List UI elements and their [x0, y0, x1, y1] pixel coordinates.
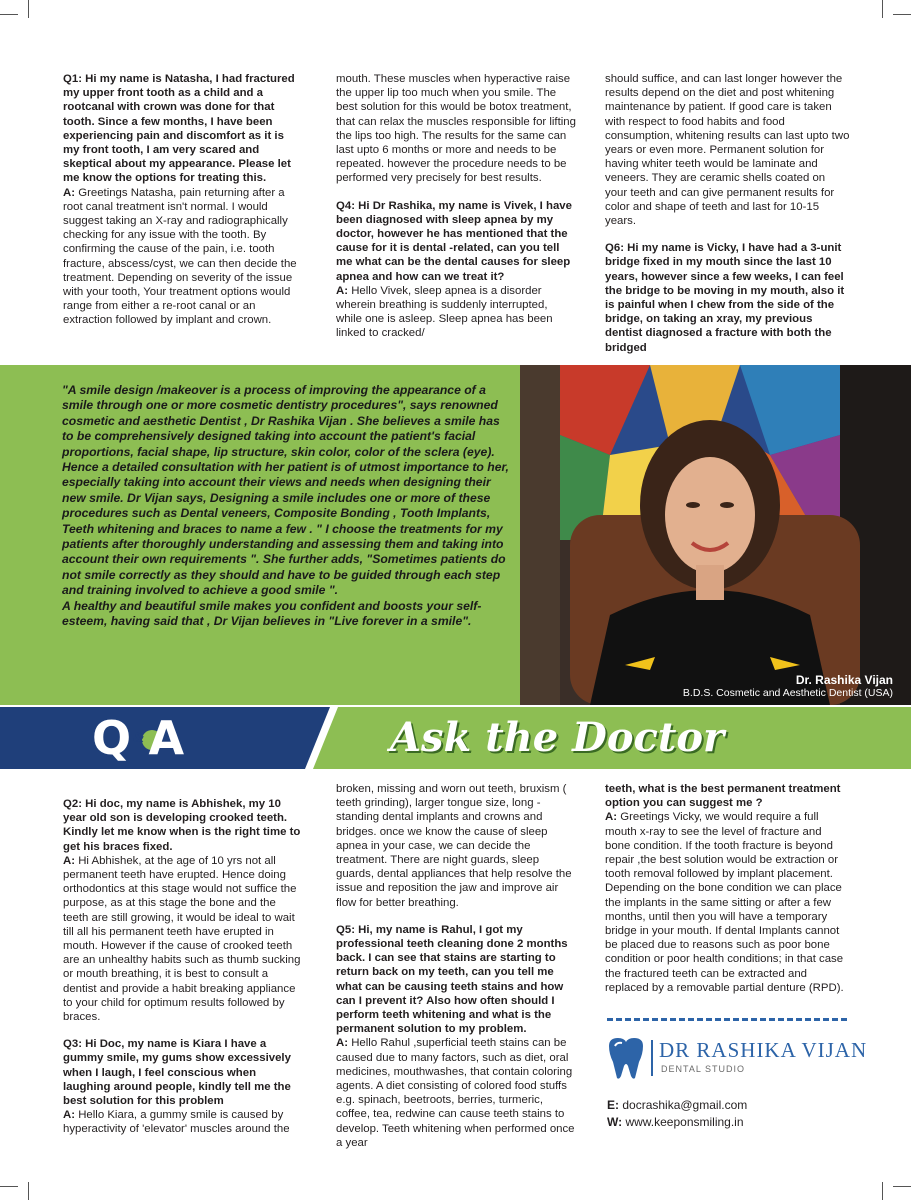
ask-the-doctor-title: Ask the Doctor: [390, 714, 725, 761]
answer-label: A:: [336, 284, 349, 297]
photo-caption-title: B.D.S. Cosmetic and Aesthetic Dentist (USA): [682, 687, 893, 699]
q5-continuation: should suffice, and can last longer however the results depend on the diet and post whitening maintenance by patient. If good care is taken with respect to food habits and food consumption, whitening results can last upto two years or even more. Permanent solution for having whiter teeth would be laminate and veneers. They are ceramic shells coated on your teeth and can give permanent results for color and shape of teeth and last for 10-15 years.: [605, 73, 850, 228]
quote-paragraph-2: A healthy and beautiful smile makes you confident and boosts your self-esteem, having said that , Dr Vijan believes in "Live forever in a smile".: [62, 598, 482, 629]
answer-label: A:: [63, 186, 76, 199]
doctor-photo: [520, 365, 911, 705]
question-4: [336, 199, 576, 341]
q3-continuation: mouth. These muscles when hyperactive raise the upper lip too much when you smile. The best solution for this would be botox treatment, that can relax the muscles responsible for lifting the lips too high. The results for the same can last upto 6 months or more and needs to be repeated. however the procedure needs to be performed very precisely for best results.: [336, 73, 576, 185]
crop-mark: [28, 1182, 29, 1200]
q5-text: Q5: Hi, my name is Rahul, I got my professional teeth cleaning done 2 months back. I can see that stains are starting to return back on my teeth, can you tell me what can be causing teeth stains and how can I prevent it? Also how often should I perform teeth whitening and what is the permanent solution to my problem.: [336, 923, 568, 1036]
question-3: [63, 1037, 303, 1136]
a4-continuation: broken, missing and worn out teeth, bruxism ( teeth grinding), larger tongue size, long - standing dental implants and crowns and bridges. once we know the cause of sleep apnea in your case, we can decide the treatment. There are night guards, sleep guards, dental appliances that help resolve the issue and reposition the jaw and improve air flow for better breathing.: [336, 783, 572, 909]
answer-label: A:: [605, 811, 618, 824]
crop-mark: [893, 1186, 911, 1187]
quote-paragraph: "A smile design /makeover is a process of improving the appearance of a smile through one or more cosmetic dentistry procedures", says renowned cosmetic and aesthetic Dentist , Dr Rashika Vijan . She believes a smile has to be comprehensively designed taking into account the patient's facial proportions, facial shape, lip structure, skin color, color of the sclera (eye). Hence a detailed consultation with her patient is of utmost importance to her, especially taking into account their views and needs when designing their new smile. Dr Vijan says, Designing a smile includes one or more of these procedures such as Dental veneers, Composite Bonding , Tooth Implants, Teeth whitening and braces to name a few . " I choose the treatments for my patients after thoroughly understanding and assessing them and taking into account their own requirements ". She further adds, "Sometimes patients do not smile correctly as they should and have to be guided through each step and training involved to achieve a good smile ".: [62, 383, 509, 598]
feature-quote: [62, 383, 512, 630]
qa-a: A: [148, 711, 183, 765]
website-link[interactable]: www.keeponsmiling.in: [625, 1115, 744, 1129]
q4-text: Q4: Hi Dr Rashika, my name is Vivek, I have been diagnosed with sleep apnea by my doctor, however he has mentioned that the cause for it is dental -related, can you tell me what can be the dental causes for sleep apnea and how can we treat it?: [336, 199, 572, 283]
question-6-continued: [605, 782, 850, 995]
q6-continuation: teeth, what is the best permanent treatment option you can suggest me ?: [605, 783, 841, 810]
feature-band: [0, 365, 911, 705]
divider-dashes: [607, 1018, 847, 1021]
crop-mark: [0, 14, 18, 15]
contact-info: [607, 1097, 747, 1131]
email-address[interactable]: docrashika@gmail.com: [622, 1098, 748, 1112]
tooth-icon: [605, 1036, 647, 1081]
bottom-column-2: [336, 782, 576, 1163]
answer-label: A:: [63, 854, 76, 867]
crop-mark: [882, 1182, 883, 1200]
top-column-2: [336, 72, 576, 354]
web-line: [607, 1114, 747, 1131]
logo-subtitle: DENTAL STUDIO: [661, 1064, 746, 1074]
crop-mark: [28, 0, 29, 18]
a6-text: Greetings Vicky, we would require a full mouth x-ray to see the level of fracture and bone condition. If the tooth fracture is beyond repair ,the best solution would be extraction or tooth removal followed by implant placement. Depending on the bone condition we can place the implants in the same sitting or after a few months, until then you will have a temporary bridge in your mouth. If dental Implants cannot be placed due to reasons such as poor bone condition or poor health conditions; in that case the fractured teeth can be extracted and replaced by a removable partial denture (RPD).: [605, 811, 844, 994]
photo-caption-name: Dr. Rashika Vijan: [795, 673, 893, 687]
q6-text: Q6: Hi my name is Vicky, I have had a 3-unit bridge fixed in my mouth since the last 10 years, however since a few weeks, I can feel the bridge to be moving in my mouth, also it is painful when I chew from the side of the bridge, on taking an xray, my previous dentist diagnosed a fracture with both the bridged: [605, 242, 845, 354]
question-5: [336, 923, 576, 1150]
q2-text: Q2: Hi doc, my name is Abhishek, my 10 year old son is developing crooked teeth. Kindly let me know when is the right time to get his braces fixed.: [63, 798, 301, 853]
a4-text: Hello Vivek, sleep apnea is a disorder wherein breathing is suddenly interrupted, while one is asleep. Sleep apnea has been linked to cracked/: [336, 284, 553, 340]
email-line: [607, 1097, 747, 1114]
a1-text: Greetings Natasha, pain returning after a root canal treatment isn't normal. I would suggest taking an X-ray and radiographically checking for any issue with the tooth. By confirming the cause of the pain, i.e. tooth fracture, abscess/cyst, we can then decide the treatment. Depending on severity of the issue with your tooth, Your treatment options would range from either a re-root canal or an extraction followed by implant and crown.: [63, 186, 297, 327]
clinic-logo: [605, 1036, 868, 1081]
a5-text: Hello Rahul ,superficial teeth stains can be caused due to many factors, such as diet, oral medicines, mouthwashes, that contain coloring agents. A diet consisting of colored food stuffs e.g. spinach, beetroots, berries, turmeric, coffee, tea, redwine can cause teeth stains to develop. Teeth whitening when performed once a year: [336, 1037, 575, 1149]
logo-name: DR RASHIKA VIJAN: [659, 1038, 868, 1062]
top-column-3: [605, 72, 850, 368]
bottom-column-3: [605, 782, 850, 1008]
qa-logo: [92, 707, 182, 782]
logo-divider: [651, 1040, 653, 1076]
bottom-column-1: [63, 797, 303, 1150]
a3-text: Hello Kiara, a gummy smile is caused by hyperactivity of 'elevator' muscles around the: [63, 1109, 290, 1136]
crop-mark: [882, 0, 883, 18]
email-label: E:: [607, 1098, 619, 1112]
web-label: W:: [607, 1115, 623, 1129]
crop-mark: [0, 1186, 18, 1187]
q3-text: Q3: Hi Doc, my name is Kiara I have a gummy smile, my gums show excessively when I laugh, I feel conscious when laughing around people, kindly tell me the best solution for this problem: [63, 1038, 291, 1108]
qa-ampersand: &: [133, 731, 145, 746]
question-2: [63, 797, 303, 1024]
top-column-1: [63, 72, 303, 341]
answer-label: A:: [63, 1109, 76, 1122]
question-1: [63, 72, 303, 328]
answer-label: A:: [336, 1037, 349, 1050]
a2-text: Hi Abhishek, at the age of 10 yrs not all permanent teeth have erupted. Hence doing orthodontics at this stage would not suffice the purpose, as at this stage the bone and the teeth are still growing, it would be ideal to wait till all his permanent teeth have erupted in mouth. However if the cause of crooked teeth are an unhealthy habits such as thumb sucking or mouth breathing, it is best to consult a dentist and provide a habit breaking appliance to your child for optimum results followed by braces.: [63, 854, 301, 1024]
qa-q: Q: [92, 711, 130, 765]
crop-mark: [893, 14, 911, 15]
q1-text: Q1: Hi my name is Natasha, I had fractured my upper front tooth as a child and a rootcanal with crown was done for that tooth. Since a few months, I have been experiencing pain and discomfort as it is my front tooth, I am very scared and skeptical about my appearance. Please let me know the options for treating this.: [63, 73, 295, 185]
